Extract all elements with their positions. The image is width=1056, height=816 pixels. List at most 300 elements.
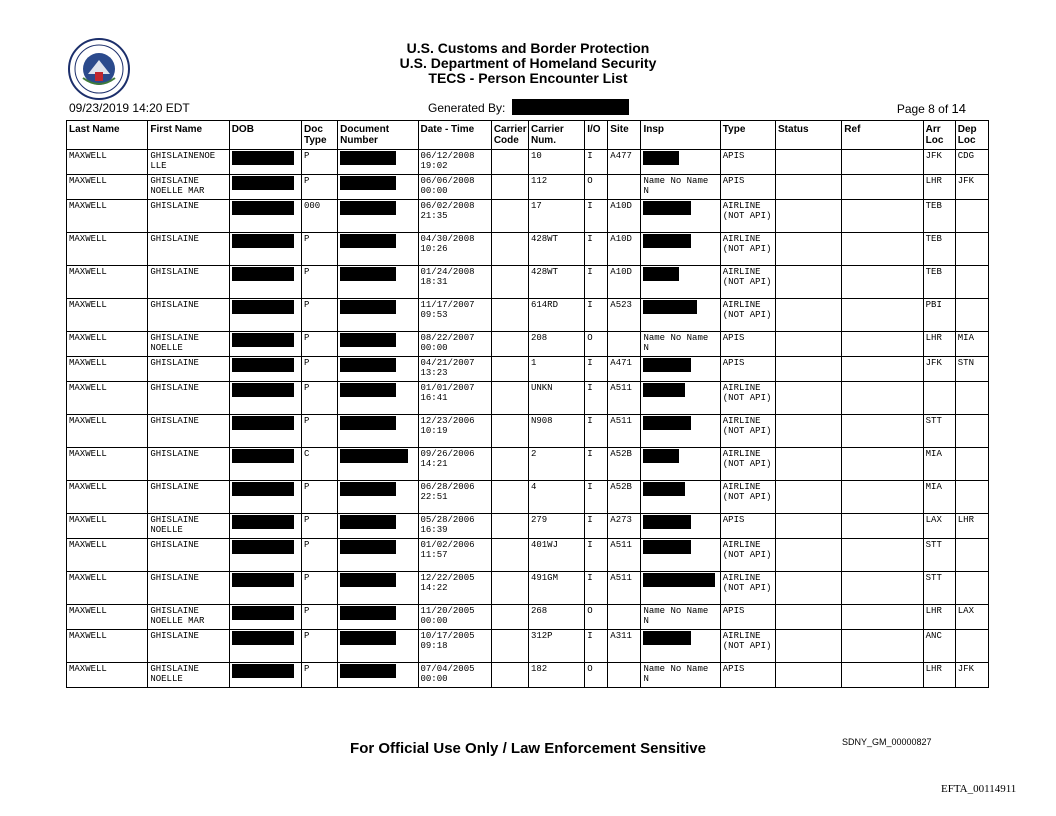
io-cell-text: I xyxy=(587,383,593,393)
status-cell xyxy=(776,415,842,448)
doc-type-cell xyxy=(302,514,338,539)
status-cell xyxy=(776,357,842,382)
table-row xyxy=(67,481,989,514)
first-name-cell-text: GHISLAINE NOELLE MAR xyxy=(150,606,205,626)
report-title-block xyxy=(300,41,756,86)
arr-loc-cell xyxy=(923,332,955,357)
dob-cell xyxy=(229,448,301,481)
first-name-cell-text: GHISLAINE xyxy=(150,383,199,393)
dep-loc-cell-text: JFK xyxy=(957,176,974,186)
doc-type-cell xyxy=(302,299,338,332)
type-cell xyxy=(720,150,775,175)
doc-type-cell xyxy=(302,481,338,514)
dep-loc-cell xyxy=(955,175,988,200)
doc-type-cell xyxy=(302,572,338,605)
io-cell xyxy=(585,415,608,448)
date-time-cell xyxy=(418,200,491,233)
date-time-cell xyxy=(418,332,491,357)
dob-cell xyxy=(229,299,301,332)
io-cell-text: I xyxy=(587,300,593,310)
redaction-bar xyxy=(232,333,294,347)
table-row xyxy=(67,630,989,663)
carrier-num-cell-text: 1 xyxy=(530,358,537,368)
arr-loc-cell-text: MIA xyxy=(925,482,942,492)
type-cell xyxy=(720,332,775,357)
last-name-cell-text: MAXWELL xyxy=(69,664,107,674)
table-row xyxy=(67,266,989,299)
site-cell-text: A511 xyxy=(610,416,632,426)
redaction-bar xyxy=(340,201,396,215)
dep-loc-cell-text: JFK xyxy=(957,664,974,674)
arr-loc-cell-text: LAX xyxy=(925,515,942,525)
footer-notice: For Official Use Only / Law Enforcement Sensitive xyxy=(350,740,706,757)
status-cell xyxy=(776,539,842,572)
status-cell xyxy=(776,481,842,514)
first-name-cell xyxy=(148,448,229,481)
redaction-bar xyxy=(232,631,294,645)
dob-cell xyxy=(229,663,301,688)
doc-type-cell xyxy=(302,233,338,266)
first-name-cell xyxy=(148,481,229,514)
redaction-box xyxy=(512,99,629,115)
ref-cell xyxy=(842,200,923,233)
dob-cell xyxy=(229,175,301,200)
first-name-cell-text: GHISLAINE xyxy=(150,358,199,368)
carrier-num-cell-text: 10 xyxy=(530,151,542,161)
carrier-num-cell-text: 208 xyxy=(530,333,548,343)
carrier-num-cell-text: 268 xyxy=(530,606,548,616)
arr-loc-cell-text: TEB xyxy=(925,234,942,244)
arr-loc-cell-text: JFK xyxy=(925,358,942,368)
document-number-cell xyxy=(338,514,418,539)
type-cell-text: APIS xyxy=(722,333,745,343)
last-name-cell xyxy=(67,448,148,481)
doc-type-cell-text: P xyxy=(304,358,310,368)
site-cell-text: A523 xyxy=(610,300,632,310)
carrier-num-cell xyxy=(528,200,584,233)
insp-cell xyxy=(641,332,720,357)
redaction-bar xyxy=(232,201,294,215)
column-header: Type xyxy=(720,121,775,150)
date-time-cell xyxy=(418,572,491,605)
date-time-cell-text: 09/26/2006 14:21 xyxy=(420,449,475,469)
site-cell xyxy=(608,175,641,200)
insp-cell xyxy=(641,481,720,514)
type-cell xyxy=(720,448,775,481)
date-time-cell-text: 10/17/2005 09:18 xyxy=(420,631,475,651)
date-time-cell xyxy=(418,233,491,266)
last-name-cell-text: MAXWELL xyxy=(69,482,107,492)
first-name-cell xyxy=(148,266,229,299)
table-row xyxy=(67,150,989,175)
carrier-num-cell xyxy=(528,448,584,481)
carrier-num-cell-text: 428WT xyxy=(530,267,558,277)
last-name-cell xyxy=(67,299,148,332)
table-row xyxy=(67,605,989,630)
last-name-cell xyxy=(67,332,148,357)
column-header: DOB xyxy=(229,121,301,150)
carrier-num-cell-text: 279 xyxy=(530,515,548,525)
redaction-bar xyxy=(232,664,294,678)
dob-cell xyxy=(229,200,301,233)
site-cell xyxy=(608,572,641,605)
status-cell xyxy=(776,150,842,175)
carrier-num-cell-text: 4 xyxy=(530,482,537,492)
dob-cell xyxy=(229,382,301,415)
insp-cell xyxy=(641,200,720,233)
site-cell xyxy=(608,150,641,175)
carrier-num-cell-text: UNKN xyxy=(530,383,553,393)
redaction-bar xyxy=(643,416,691,430)
site-cell-text: A52B xyxy=(610,449,632,459)
date-time-cell xyxy=(418,630,491,663)
ref-cell xyxy=(842,332,923,357)
carrier-code-cell xyxy=(491,415,528,448)
document-number-cell xyxy=(338,266,418,299)
dep-loc-cell xyxy=(955,299,988,332)
io-cell xyxy=(585,630,608,663)
arr-loc-cell-text: LHR xyxy=(925,606,942,616)
insp-cell xyxy=(641,299,720,332)
first-name-cell-text: GHISLAINE NOELLE xyxy=(150,333,199,353)
type-cell xyxy=(720,200,775,233)
redaction-bar xyxy=(340,449,408,463)
carrier-num-cell xyxy=(528,299,584,332)
insp-cell-text: Name No Name N xyxy=(643,606,709,626)
dob-cell xyxy=(229,233,301,266)
date-time-cell-text: 11/17/2007 09:53 xyxy=(420,300,475,320)
insp-cell xyxy=(641,150,720,175)
insp-cell xyxy=(641,415,720,448)
dep-loc-cell-text: MIA xyxy=(957,333,974,343)
first-name-cell xyxy=(148,175,229,200)
site-cell-text: A10D xyxy=(610,267,632,277)
dep-loc-cell xyxy=(955,357,988,382)
first-name-cell xyxy=(148,200,229,233)
column-header: Dep Loc xyxy=(955,121,988,150)
io-cell-text: O xyxy=(587,664,593,674)
type-cell-text: AIRLINE (NOT API) xyxy=(722,234,772,254)
doc-type-cell-text: P xyxy=(304,333,310,343)
carrier-code-cell xyxy=(491,539,528,572)
table-row xyxy=(67,514,989,539)
io-cell xyxy=(585,481,608,514)
table-row xyxy=(67,200,989,233)
ref-cell xyxy=(842,357,923,382)
column-header: Carrier Num. xyxy=(528,121,584,150)
document-number-cell xyxy=(338,415,418,448)
column-header: Last Name xyxy=(67,121,148,150)
carrier-num-cell xyxy=(528,572,584,605)
io-cell-text: I xyxy=(587,358,593,368)
carrier-code-cell xyxy=(491,605,528,630)
carrier-code-cell xyxy=(491,481,528,514)
type-cell xyxy=(720,299,775,332)
dep-loc-cell xyxy=(955,200,988,233)
first-name-cell xyxy=(148,605,229,630)
last-name-cell-text: MAXWELL xyxy=(69,383,107,393)
dep-loc-cell xyxy=(955,150,988,175)
site-cell xyxy=(608,415,641,448)
insp-cell xyxy=(641,572,720,605)
status-cell xyxy=(776,382,842,415)
io-cell xyxy=(585,332,608,357)
carrier-num-cell-text: 614RD xyxy=(530,300,558,310)
redaction-bar xyxy=(643,449,679,463)
redaction-bar xyxy=(340,416,396,430)
insp-cell-text: Name No Name N xyxy=(643,176,709,196)
site-cell xyxy=(608,299,641,332)
carrier-code-cell xyxy=(491,150,528,175)
first-name-cell-text: GHISLAINE xyxy=(150,573,199,583)
insp-cell xyxy=(641,175,720,200)
redaction-bar xyxy=(340,606,396,620)
status-cell xyxy=(776,233,842,266)
last-name-cell xyxy=(67,266,148,299)
redaction-bar xyxy=(643,573,715,587)
io-cell xyxy=(585,605,608,630)
agency-title: U.S. Customs and Border Protection xyxy=(406,40,650,56)
document-number-cell xyxy=(338,572,418,605)
table-row xyxy=(67,175,989,200)
carrier-code-cell xyxy=(491,630,528,663)
io-cell-text: I xyxy=(587,540,593,550)
arr-loc-cell xyxy=(923,572,955,605)
column-header: Site xyxy=(608,121,641,150)
dep-loc-cell-text: STN xyxy=(957,358,974,368)
first-name-cell-text: GHISLAINENOE LLE xyxy=(150,151,216,171)
status-cell xyxy=(776,200,842,233)
bates-number: EFTA_00114911 xyxy=(941,783,1017,795)
ref-cell xyxy=(842,514,923,539)
last-name-cell-text: MAXWELL xyxy=(69,151,107,161)
site-cell-text: A10D xyxy=(610,201,632,211)
site-cell-text: A511 xyxy=(610,540,632,550)
type-cell-text: AIRLINE (NOT API) xyxy=(722,540,772,560)
doc-type-cell-text: P xyxy=(304,573,310,583)
last-name-cell xyxy=(67,382,148,415)
table-row xyxy=(67,539,989,572)
type-cell-text: AIRLINE (NOT API) xyxy=(722,383,772,403)
date-time-cell xyxy=(418,448,491,481)
carrier-num-cell-text: 112 xyxy=(530,176,548,186)
ref-cell xyxy=(842,605,923,630)
date-time-cell xyxy=(418,514,491,539)
column-header: Arr Loc xyxy=(923,121,955,150)
status-cell xyxy=(776,175,842,200)
date-time-cell-text: 05/28/2006 16:39 xyxy=(420,515,475,535)
insp-cell xyxy=(641,605,720,630)
type-cell-text: APIS xyxy=(722,151,745,161)
table-row xyxy=(67,233,989,266)
type-cell xyxy=(720,572,775,605)
redaction-bar xyxy=(232,606,294,620)
io-cell xyxy=(585,663,608,688)
io-cell xyxy=(585,572,608,605)
io-cell xyxy=(585,200,608,233)
first-name-cell-text: GHISLAINE xyxy=(150,416,199,426)
site-cell-text: A10D xyxy=(610,234,632,244)
site-cell-text: A511 xyxy=(610,573,632,583)
date-time-cell-text: 04/30/2008 10:26 xyxy=(420,234,475,254)
site-cell xyxy=(608,332,641,357)
io-cell xyxy=(585,299,608,332)
last-name-cell-text: MAXWELL xyxy=(69,606,107,616)
type-cell-text: AIRLINE (NOT API) xyxy=(722,573,772,593)
date-time-cell-text: 11/20/2005 00:00 xyxy=(420,606,475,626)
redaction-bar xyxy=(340,383,396,397)
doc-type-cell-text: C xyxy=(304,449,310,459)
doc-type-cell-text: P xyxy=(304,151,310,161)
redaction-bar xyxy=(340,664,396,678)
status-cell xyxy=(776,266,842,299)
carrier-num-cell-text: 312P xyxy=(530,631,553,641)
first-name-cell xyxy=(148,233,229,266)
redaction-bar xyxy=(643,358,691,372)
site-cell xyxy=(608,200,641,233)
first-name-cell xyxy=(148,415,229,448)
date-time-cell xyxy=(418,605,491,630)
doc-type-cell xyxy=(302,332,338,357)
site-cell-text: A471 xyxy=(610,358,632,368)
document-number-cell xyxy=(338,382,418,415)
site-cell-text: A511 xyxy=(610,383,632,393)
document-number-cell xyxy=(338,233,418,266)
io-cell-text: O xyxy=(587,333,593,343)
doc-type-cell xyxy=(302,150,338,175)
ref-cell xyxy=(842,266,923,299)
date-time-cell xyxy=(418,175,491,200)
dep-loc-cell xyxy=(955,382,988,415)
carrier-num-cell xyxy=(528,266,584,299)
last-name-cell-text: MAXWELL xyxy=(69,201,107,211)
redaction-bar xyxy=(340,573,396,587)
redaction-bar xyxy=(643,201,691,215)
type-cell-text: AIRLINE (NOT API) xyxy=(722,449,772,469)
type-cell-text: AIRLINE (NOT API) xyxy=(722,482,772,502)
dep-loc-cell xyxy=(955,605,988,630)
page-total: 14 xyxy=(951,101,966,116)
last-name-cell xyxy=(67,539,148,572)
date-time-cell-text: 04/21/2007 13:23 xyxy=(420,358,475,378)
type-cell xyxy=(720,663,775,688)
io-cell-text: I xyxy=(587,201,593,211)
document-number-cell xyxy=(338,630,418,663)
redaction-bar xyxy=(232,358,294,372)
document-number-cell xyxy=(338,605,418,630)
redaction-bar xyxy=(232,383,294,397)
carrier-num-cell-text: 17 xyxy=(530,201,542,211)
first-name-cell xyxy=(148,663,229,688)
io-cell-text: I xyxy=(587,416,593,426)
date-time-cell xyxy=(418,299,491,332)
table-row xyxy=(67,332,989,357)
redaction-bar xyxy=(643,234,691,248)
carrier-code-cell xyxy=(491,448,528,481)
first-name-cell xyxy=(148,332,229,357)
carrier-code-cell xyxy=(491,266,528,299)
arr-loc-cell-text: ANC xyxy=(925,631,942,641)
type-cell xyxy=(720,357,775,382)
document-number-cell xyxy=(338,448,418,481)
carrier-num-cell-text: 428WT xyxy=(530,234,558,244)
column-header: Insp xyxy=(641,121,720,150)
last-name-cell xyxy=(67,630,148,663)
io-cell-text: I xyxy=(587,515,593,525)
site-cell xyxy=(608,233,641,266)
report-title: TECS - Person Encounter List xyxy=(428,70,628,86)
last-name-cell-text: MAXWELL xyxy=(69,631,107,641)
column-header: First Name xyxy=(148,121,229,150)
table-header-row xyxy=(67,121,989,150)
arr-loc-cell-text: TEB xyxy=(925,201,942,211)
arr-loc-cell xyxy=(923,299,955,332)
carrier-num-cell xyxy=(528,332,584,357)
type-cell xyxy=(720,415,775,448)
redaction-bar xyxy=(232,267,294,281)
redaction-bar xyxy=(643,267,679,281)
column-header: Carrier Code xyxy=(491,121,528,150)
carrier-num-cell-text: 401WJ xyxy=(530,540,558,550)
io-cell xyxy=(585,539,608,572)
insp-cell xyxy=(641,514,720,539)
arr-loc-cell xyxy=(923,382,955,415)
dob-cell xyxy=(229,514,301,539)
dep-loc-cell xyxy=(955,514,988,539)
date-time-cell xyxy=(418,382,491,415)
column-header: Ref xyxy=(842,121,923,150)
doc-type-cell-text: P xyxy=(304,267,310,277)
date-time-cell xyxy=(418,539,491,572)
doc-type-cell-text: P xyxy=(304,664,310,674)
column-header: Status xyxy=(776,121,842,150)
last-name-cell xyxy=(67,605,148,630)
io-cell-text: I xyxy=(587,151,593,161)
type-cell-text: AIRLINE (NOT API) xyxy=(722,300,772,320)
ref-cell xyxy=(842,539,923,572)
io-cell xyxy=(585,514,608,539)
dob-cell xyxy=(229,332,301,357)
date-time-cell-text: 07/04/2005 00:00 xyxy=(420,664,475,684)
document-number-cell xyxy=(338,175,418,200)
insp-cell-text: Name No Name N xyxy=(643,333,709,353)
arr-loc-cell-text: PBI xyxy=(925,300,942,310)
redaction-bar xyxy=(340,176,396,190)
dhs-seal-logo xyxy=(68,38,130,100)
doc-type-cell-text: P xyxy=(304,631,310,641)
first-name-cell xyxy=(148,572,229,605)
carrier-code-cell xyxy=(491,299,528,332)
date-time-cell-text: 12/22/2005 14:22 xyxy=(420,573,475,593)
arr-loc-cell-text: LHR xyxy=(925,176,942,186)
type-cell-text: AIRLINE (NOT API) xyxy=(722,631,772,651)
first-name-cell-text: GHISLAINE NOELLE xyxy=(150,515,199,535)
document-number-cell xyxy=(338,539,418,572)
carrier-num-cell xyxy=(528,150,584,175)
carrier-num-cell xyxy=(528,481,584,514)
redaction-bar xyxy=(643,482,685,496)
first-name-cell-text: GHISLAINE xyxy=(150,482,199,492)
site-cell-text: A311 xyxy=(610,631,632,641)
last-name-cell xyxy=(67,663,148,688)
ref-cell xyxy=(842,481,923,514)
arr-loc-cell-text: STT xyxy=(925,540,942,550)
redaction-bar xyxy=(643,540,691,554)
doc-type-cell xyxy=(302,415,338,448)
carrier-code-cell xyxy=(491,200,528,233)
redaction-bar xyxy=(232,449,294,463)
type-cell-text: APIS xyxy=(722,606,745,616)
